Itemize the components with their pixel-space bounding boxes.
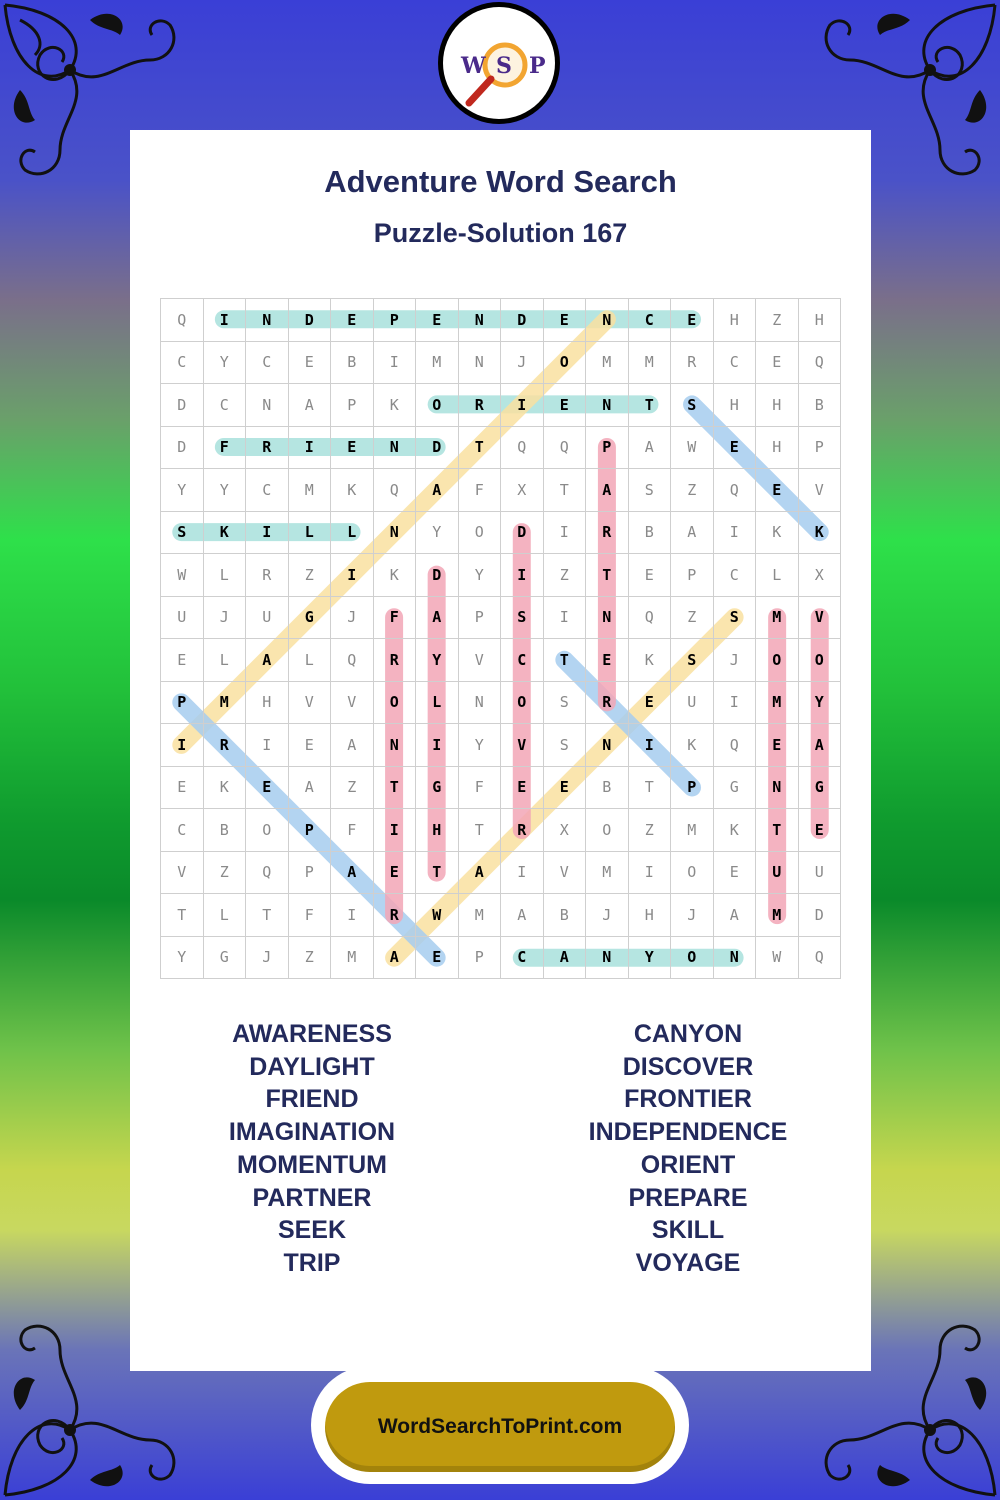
grid-cell[interactable]: I (416, 724, 459, 767)
grid-cell[interactable]: R (374, 639, 417, 682)
grid-cell[interactable]: D (416, 554, 459, 597)
grid-cell[interactable]: V (799, 469, 842, 512)
grid-cell[interactable]: D (289, 299, 332, 342)
grid-cell[interactable]: A (331, 852, 374, 895)
grid-cell[interactable]: H (756, 427, 799, 470)
grid-cell[interactable]: M (586, 852, 629, 895)
grid-cell[interactable]: Z (544, 554, 587, 597)
grid-cell[interactable]: R (671, 342, 714, 385)
grid-cell[interactable]: C (629, 299, 672, 342)
grid-cell[interactable]: C (501, 639, 544, 682)
grid-cell[interactable]: S (161, 512, 204, 555)
grid-cell[interactable]: Y (204, 342, 247, 385)
grid-cell[interactable]: E (671, 299, 714, 342)
grid-cell[interactable]: C (204, 384, 247, 427)
grid-cell[interactable]: O (671, 852, 714, 895)
word-list-left (127, 1018, 497, 1280)
grid-cell[interactable]: G (416, 767, 459, 810)
grid-cell[interactable]: R (586, 682, 629, 725)
grid-cell[interactable]: O (501, 682, 544, 725)
grid-cell[interactable]: N (756, 767, 799, 810)
grid-cell[interactable]: O (416, 384, 459, 427)
grid-cell[interactable]: I (331, 554, 374, 597)
grid-cell[interactable]: D (501, 512, 544, 555)
grid-cell[interactable]: Q (544, 427, 587, 470)
grid-cell[interactable]: W (416, 894, 459, 937)
grid-cell[interactable]: I (246, 724, 289, 767)
grid-cell[interactable]: F (374, 597, 417, 640)
word-list-item: FRIEND (265, 1085, 359, 1114)
grid-cell[interactable]: V (161, 852, 204, 895)
grid-cell[interactable]: D (501, 299, 544, 342)
grid-cell[interactable]: V (799, 597, 842, 640)
grid-cell[interactable]: N (246, 384, 289, 427)
grid-cell[interactable]: K (374, 384, 417, 427)
grid-cell[interactable]: S (629, 469, 672, 512)
grid-cell[interactable]: K (671, 724, 714, 767)
grid-cell[interactable]: L (204, 554, 247, 597)
grid-cell[interactable]: Q (374, 469, 417, 512)
grid-cell[interactable]: A (501, 894, 544, 937)
grid-cell[interactable]: E (416, 299, 459, 342)
grid-cell[interactable]: L (204, 894, 247, 937)
word-list-item: SEEK (277, 1216, 347, 1245)
grid-cell[interactable]: B (544, 894, 587, 937)
grid-cell[interactable]: K (204, 512, 247, 555)
grid-cell[interactable]: Y (161, 469, 204, 512)
grid-cell[interactable]: A (671, 512, 714, 555)
grid-cell[interactable]: B (331, 342, 374, 385)
grid-cell[interactable]: O (799, 639, 842, 682)
footer-badge (311, 1366, 689, 1484)
grid-cell[interactable]: T (629, 767, 672, 810)
word-list-item: SKILL (651, 1216, 725, 1245)
grid-cell[interactable]: Q (246, 852, 289, 895)
grid-cell[interactable]: T (544, 639, 587, 682)
grid-cell[interactable]: P (289, 852, 332, 895)
word-list-item: MOMENTUM (237, 1150, 387, 1179)
grid-cell[interactable]: V (459, 639, 502, 682)
word-list-item: PARTNER (252, 1183, 372, 1212)
grid-cell[interactable]: I (374, 809, 417, 852)
grid-cell[interactable]: E (289, 724, 332, 767)
grid-cell[interactable]: B (799, 384, 842, 427)
grid-cell[interactable]: O (671, 937, 714, 980)
grid-cell[interactable]: T (459, 427, 502, 470)
grid-cell[interactable]: C (246, 342, 289, 385)
grid-cell[interactable]: I (501, 852, 544, 895)
grid-cell[interactable]: D (799, 894, 842, 937)
grid-cell[interactable]: P (586, 427, 629, 470)
grid-cell[interactable]: P (671, 767, 714, 810)
word-list-item: TRIP (283, 1248, 341, 1277)
grid-cell[interactable]: A (586, 469, 629, 512)
grid-cell[interactable]: R (246, 554, 289, 597)
grid-cell[interactable]: E (331, 427, 374, 470)
grid-cell[interactable]: N (246, 299, 289, 342)
grid-cell[interactable]: Q (629, 597, 672, 640)
grid-cell[interactable]: X (799, 554, 842, 597)
grid-cell[interactable]: F (331, 809, 374, 852)
grid-cell[interactable]: D (161, 384, 204, 427)
grid-cell[interactable]: M (671, 809, 714, 852)
grid-cell[interactable]: I (714, 682, 757, 725)
logo-letter-w: W (461, 53, 486, 79)
grid-cell[interactable]: E (501, 767, 544, 810)
grid-cell[interactable]: M (756, 894, 799, 937)
grid-cell[interactable]: E (374, 852, 417, 895)
grid-cell[interactable]: I (544, 597, 587, 640)
word-list-item: VOYAGE (635, 1248, 741, 1277)
grid-cell[interactable]: K (204, 767, 247, 810)
grid-cell[interactable]: T (246, 894, 289, 937)
grid-cell[interactable]: C (714, 342, 757, 385)
grid-cell[interactable]: V (331, 682, 374, 725)
grid-cell[interactable]: N (374, 512, 417, 555)
grid-cell[interactable]: K (756, 512, 799, 555)
grid-cell[interactable]: M (204, 682, 247, 725)
grid-cell[interactable]: E (756, 469, 799, 512)
grid-cell[interactable]: K (629, 639, 672, 682)
grid-cell[interactable]: T (416, 852, 459, 895)
grid-cell[interactable]: U (671, 682, 714, 725)
grid-cell[interactable]: E (246, 767, 289, 810)
grid-cell[interactable]: H (714, 299, 757, 342)
grid-cell[interactable]: J (331, 597, 374, 640)
grid-cell[interactable]: P (331, 384, 374, 427)
grid-cell[interactable]: R (501, 809, 544, 852)
grid-cell[interactable]: N (586, 724, 629, 767)
grid-cell[interactable]: Q (331, 639, 374, 682)
grid-cell[interactable]: C (161, 342, 204, 385)
grid-cell[interactable]: T (629, 384, 672, 427)
grid-cell[interactable]: G (204, 937, 247, 980)
grid-cell[interactable]: E (756, 342, 799, 385)
grid-cell[interactable]: P (459, 597, 502, 640)
grid-cell[interactable]: S (671, 639, 714, 682)
grid-cell[interactable]: J (501, 342, 544, 385)
grid-cell[interactable]: V (289, 682, 332, 725)
grid-cell[interactable]: S (501, 597, 544, 640)
grid-cell[interactable]: G (799, 767, 842, 810)
grid-cell[interactable]: R (204, 724, 247, 767)
grid-cell[interactable]: O (246, 809, 289, 852)
site-link-button[interactable]: WordSearchToPrint.com (325, 1382, 675, 1472)
grid-cell[interactable]: A (246, 639, 289, 682)
grid-cell[interactable]: Z (331, 767, 374, 810)
grid-cell[interactable]: Y (204, 469, 247, 512)
grid-cell[interactable]: Q (501, 427, 544, 470)
grid-cell[interactable]: K (331, 469, 374, 512)
grid-cell[interactable]: E (331, 299, 374, 342)
grid-cell[interactable]: N (586, 384, 629, 427)
grid-cell[interactable]: Z (204, 852, 247, 895)
grid-cell[interactable]: E (629, 554, 672, 597)
letter-grid (160, 298, 841, 979)
grid-cell[interactable]: A (416, 597, 459, 640)
grid-cell[interactable]: T (544, 469, 587, 512)
grid-cell[interactable]: W (671, 427, 714, 470)
grid-cell[interactable]: T (459, 809, 502, 852)
grid-cell[interactable]: O (756, 639, 799, 682)
grid-cell[interactable]: H (629, 894, 672, 937)
grid-cell[interactable]: H (756, 384, 799, 427)
grid-cell[interactable]: N (586, 299, 629, 342)
grid-cell[interactable]: P (671, 554, 714, 597)
grid-cell[interactable]: H (416, 809, 459, 852)
grid-cell[interactable]: E (714, 427, 757, 470)
grid-cell[interactable]: N (714, 937, 757, 980)
page-title: Adventure Word Search (324, 164, 677, 199)
grid-cell[interactable]: T (161, 894, 204, 937)
grid-cell[interactable]: O (586, 809, 629, 852)
grid-cell[interactable]: M (331, 937, 374, 980)
grid-cell[interactable]: E (756, 724, 799, 767)
grid-cell[interactable]: A (799, 724, 842, 767)
grid-cell[interactable]: N (459, 299, 502, 342)
word-list-item: AWARENESS (232, 1020, 392, 1048)
grid-cell[interactable]: A (544, 937, 587, 980)
grid-cell[interactable]: Y (416, 639, 459, 682)
grid-cell[interactable]: M (459, 894, 502, 937)
grid-cell[interactable]: P (459, 937, 502, 980)
grid-cell[interactable]: F (204, 427, 247, 470)
grid-cell[interactable]: E (586, 639, 629, 682)
grid-cell[interactable]: F (289, 894, 332, 937)
grid-cell[interactable]: A (289, 767, 332, 810)
grid-cell[interactable]: U (246, 597, 289, 640)
word-list-item: ORIENT (640, 1150, 736, 1179)
grid-cell[interactable]: R (586, 512, 629, 555)
grid-cell[interactable]: A (289, 384, 332, 427)
grid-cell[interactable]: L (289, 512, 332, 555)
grid-cell[interactable]: E (544, 384, 587, 427)
grid-cell[interactable]: C (501, 937, 544, 980)
grid-cell[interactable]: I (629, 724, 672, 767)
grid-cell[interactable]: P (161, 682, 204, 725)
word-list-item: FRONTIER (624, 1085, 752, 1114)
grid-cell[interactable]: C (714, 554, 757, 597)
grid-cell[interactable]: M (629, 342, 672, 385)
grid-cell[interactable]: Q (799, 937, 842, 980)
grid-cell[interactable]: Y (459, 724, 502, 767)
grid-cell[interactable]: N (586, 597, 629, 640)
grid-cell[interactable]: Y (416, 512, 459, 555)
grid-cell[interactable]: M (756, 682, 799, 725)
grid-cell[interactable]: T (374, 767, 417, 810)
grid-cell[interactable]: S (671, 384, 714, 427)
grid-cell[interactable]: M (416, 342, 459, 385)
logo-letter-s: S (496, 53, 512, 79)
grid-cell[interactable]: I (289, 427, 332, 470)
grid-cell[interactable]: N (586, 937, 629, 980)
grid-cell[interactable]: N (459, 342, 502, 385)
grid-cell[interactable]: Z (289, 554, 332, 597)
grid-cell[interactable]: Y (629, 937, 672, 980)
grid-cell[interactable]: N (374, 724, 417, 767)
word-list-item: DISCOVER (622, 1052, 754, 1081)
grid-cell[interactable]: P (289, 809, 332, 852)
grid-cell[interactable]: D (416, 427, 459, 470)
grid-cell[interactable]: H (714, 384, 757, 427)
grid-cell[interactable]: S (544, 682, 587, 725)
grid-cell[interactable]: G (289, 597, 332, 640)
grid-cell[interactable]: M (756, 597, 799, 640)
grid-cell[interactable]: I (544, 512, 587, 555)
grid-cell[interactable]: L (416, 682, 459, 725)
grid-cell[interactable]: E (161, 639, 204, 682)
grid-cell[interactable]: Q (799, 342, 842, 385)
logo-letter-p: P (529, 53, 546, 79)
grid-cell[interactable]: J (204, 597, 247, 640)
grid-cell[interactable]: Y (799, 682, 842, 725)
grid-cell[interactable]: V (544, 852, 587, 895)
grid-cell[interactable]: Q (714, 469, 757, 512)
magnifier-handle (469, 79, 491, 103)
grid-cell[interactable]: F (459, 469, 502, 512)
grid-cell[interactable]: I (629, 852, 672, 895)
grid-cell[interactable]: X (501, 469, 544, 512)
grid-cell[interactable]: Y (459, 554, 502, 597)
grid-cell[interactable]: Y (161, 937, 204, 980)
grid-cell[interactable]: L (289, 639, 332, 682)
grid-cell[interactable]: I (331, 894, 374, 937)
grid-cell[interactable]: J (671, 894, 714, 937)
grid-cell[interactable]: J (714, 639, 757, 682)
grid-cell[interactable]: E (714, 852, 757, 895)
grid-cell[interactable]: H (246, 682, 289, 725)
grid-cell[interactable]: C (161, 809, 204, 852)
grid-cell[interactable]: I (374, 342, 417, 385)
grid-cell[interactable]: N (459, 682, 502, 725)
grid-cell[interactable]: I (204, 299, 247, 342)
grid-cell[interactable]: B (629, 512, 672, 555)
grid-cell[interactable]: I (501, 384, 544, 427)
magnifier-icon (443, 7, 555, 119)
grid-cell[interactable]: O (374, 682, 417, 725)
grid-cell[interactable]: S (544, 724, 587, 767)
puzzle-card (130, 130, 871, 1371)
grid-cell[interactable]: E (544, 299, 587, 342)
grid-cell[interactable]: M (289, 469, 332, 512)
grid-cell[interactable]: P (799, 427, 842, 470)
grid-cell[interactable]: K (374, 554, 417, 597)
grid-cell[interactable]: U (756, 852, 799, 895)
grid-cell[interactable]: F (459, 767, 502, 810)
grid-cell[interactable]: R (374, 894, 417, 937)
word-list-right (503, 1018, 873, 1280)
grid-cell[interactable]: Z (629, 809, 672, 852)
grid-cell[interactable]: J (586, 894, 629, 937)
grid-cell[interactable]: E (544, 767, 587, 810)
grid-cell[interactable]: A (331, 724, 374, 767)
grid-cell[interactable]: M (586, 342, 629, 385)
grid-cell[interactable]: W (756, 937, 799, 980)
grid-cell[interactable]: I (501, 554, 544, 597)
grid-cell[interactable]: E (629, 682, 672, 725)
grid-cell[interactable]: K (714, 809, 757, 852)
grid-cell[interactable]: E (416, 937, 459, 980)
grid-cell[interactable]: L (756, 554, 799, 597)
grid-cell[interactable]: W (161, 554, 204, 597)
word-list-item: DAYLIGHT (249, 1052, 375, 1081)
grid-cell[interactable]: A (629, 427, 672, 470)
page-subtitle: Puzzle-Solution 167 (373, 218, 628, 248)
grid-cell[interactable]: Q (161, 299, 204, 342)
grid-cell[interactable]: E (161, 767, 204, 810)
grid-cell[interactable]: R (459, 384, 502, 427)
grid-cell[interactable]: Z (671, 469, 714, 512)
grid-cell[interactable]: C (246, 469, 289, 512)
grid-cell[interactable]: A (714, 894, 757, 937)
grid-cell[interactable]: O (459, 512, 502, 555)
word-search-grid (160, 298, 841, 979)
grid-cell[interactable]: L (331, 512, 374, 555)
grid-cell[interactable]: B (204, 809, 247, 852)
grid-cell[interactable]: A (459, 852, 502, 895)
wsp-logo[interactable] (438, 2, 560, 124)
grid-cell[interactable]: Z (289, 937, 332, 980)
grid-cell[interactable]: K (799, 512, 842, 555)
grid-cell[interactable]: I (161, 724, 204, 767)
grid-cell[interactable]: J (246, 937, 289, 980)
grid-cell[interactable]: Z (756, 299, 799, 342)
grid-cell[interactable]: A (416, 469, 459, 512)
grid-cell[interactable]: I (246, 512, 289, 555)
grid-cell[interactable]: V (501, 724, 544, 767)
grid-cell[interactable]: E (799, 809, 842, 852)
word-list-item: IMAGINATION (228, 1118, 396, 1147)
grid-cell[interactable]: G (714, 767, 757, 810)
grid-cell[interactable]: E (289, 342, 332, 385)
grid-cell[interactable]: U (799, 852, 842, 895)
grid-cell[interactable]: U (161, 597, 204, 640)
grid-cell[interactable]: I (714, 512, 757, 555)
grid-cell[interactable]: B (586, 767, 629, 810)
grid-cell[interactable]: R (246, 427, 289, 470)
grid-cell[interactable]: L (204, 639, 247, 682)
grid-cell[interactable]: N (374, 427, 417, 470)
grid-cell[interactable]: T (586, 554, 629, 597)
grid-cell[interactable]: O (544, 342, 587, 385)
word-list-item: INDEPENDENCE (588, 1118, 788, 1147)
grid-cell[interactable]: X (544, 809, 587, 852)
grid-cell[interactable]: Q (714, 724, 757, 767)
grid-cell[interactable]: T (756, 809, 799, 852)
word-list-item: PREPARE (628, 1183, 748, 1212)
grid-cell[interactable]: S (714, 597, 757, 640)
word-list-item: CANYON (633, 1020, 743, 1048)
grid-cell[interactable]: A (374, 937, 417, 980)
grid-cell[interactable]: H (799, 299, 842, 342)
grid-cell[interactable]: P (374, 299, 417, 342)
grid-cell[interactable]: D (161, 427, 204, 470)
grid-cell[interactable]: Z (671, 597, 714, 640)
